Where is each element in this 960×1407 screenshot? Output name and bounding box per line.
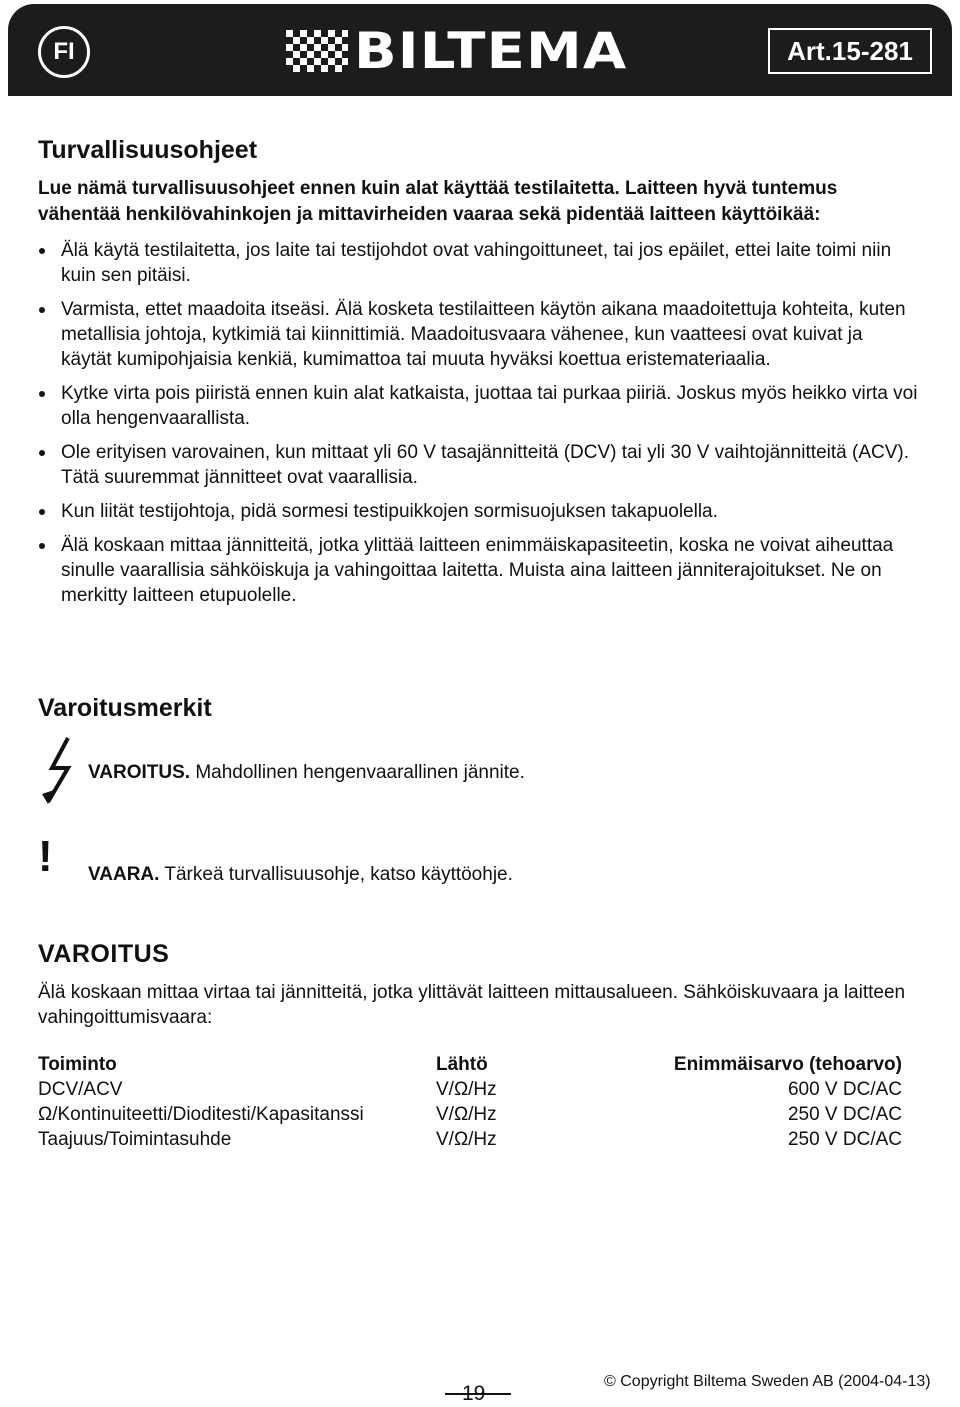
danger-label: VAARA. bbox=[88, 864, 160, 885]
list-item: Älä käytä testilaitetta, jos laite tai testijohdot ovat vahingoittuneet, tai jos epäilet, ettei laite toimi niin kuin sen pitäisi. bbox=[38, 238, 918, 288]
copyright-notice: © Copyright Biltema Sweden AB (2004-04-13) bbox=[604, 1373, 931, 1390]
brand-name: BILTEMA bbox=[354, 22, 628, 80]
safety-title: Turvallisuusohjeet bbox=[38, 136, 258, 164]
danger-sign-row bbox=[38, 832, 918, 938]
table-cell: V/Ω/Hz bbox=[436, 1129, 497, 1150]
column-header: Toiminto bbox=[38, 1054, 117, 1075]
table-row bbox=[38, 1077, 902, 1102]
table-cell: 250 V DC/AC bbox=[787, 1129, 902, 1150]
list-item: Varmista, ettet maadoita itseäsi. Älä kosketa testilaitteen käytön aikana maadoitettuja kohteita, kuten metallisia johtoja, kytkimiä tai kiinnittimiä. Maadoitusvaara vähenee, kun vaatteesi ovat kuivat ja käytät kumipohjaisia kenkiä, kumimattoa tai muuta hyväksi koettua eristemateriaalia. bbox=[38, 297, 918, 372]
column-header: Lähtö bbox=[436, 1054, 488, 1075]
signs-title: Varoitusmerkit bbox=[38, 694, 212, 722]
varoitus-text: Älä koskaan mittaa virtaa tai jännitteitä, jotka ylittävät laitteen mittausalueen. Sähköiskuvaara ja laitteen vahingoittumisvaara: bbox=[38, 982, 906, 1028]
safety-intro: Lue nämä turvallisuusohjeet ennen kuin alat käyttää testilaitetta. Laitteen hyvä tuntemus vähentää henkilövahinkojen ja mittavirheiden vaaraa sekä pidentää laitteen käyttöikää: bbox=[38, 178, 838, 225]
table-header-row bbox=[38, 1052, 902, 1077]
table-cell: V/Ω/Hz bbox=[436, 1079, 497, 1100]
warning-sign-text bbox=[88, 760, 525, 785]
list-item: Kytke virta pois piiristä ennen kuin alat katkaista, juottaa tai purkaa piiriä. Joskus myös heikko virta voi olla hengenvaarallista. bbox=[38, 381, 918, 431]
list-item: Kun liität testijohtoja, pidä sormesi testipuikkojen sormisuojuksen takapuolella. bbox=[38, 499, 918, 524]
page-header bbox=[8, 4, 952, 96]
table-row bbox=[38, 1102, 902, 1127]
column-header: Enimmäisarvo (tehoarvo) bbox=[673, 1054, 902, 1075]
safety-list bbox=[38, 238, 918, 608]
list-item: Älä koskaan mittaa jännitteitä, jotka ylittää laitteen enimmäiskapasiteetin, koska ne voivat aiheuttaa sinulle vaarallisia sähköiskuja ja vahingoittaa laitetta. Muista aina laitteen jänniterajoitukset. Ne on merkitty laitteen etupuolelle. bbox=[38, 533, 918, 608]
table-cell: 250 V DC/AC bbox=[787, 1104, 902, 1125]
danger-description: Tärkeä turvallisuusohje, katso käyttöohje. bbox=[164, 864, 513, 885]
language-badge: FI bbox=[38, 26, 90, 78]
warning-label: VAROITUS. bbox=[88, 762, 191, 783]
warning-sign-row bbox=[38, 736, 918, 832]
lightning-bolt-icon bbox=[38, 736, 78, 806]
page-number: 19 bbox=[462, 1382, 486, 1405]
table-cell: V/Ω/Hz bbox=[436, 1104, 497, 1125]
table-cell: 600 V DC/AC bbox=[787, 1079, 902, 1100]
table-cell: Taajuus/Toimintasuhde bbox=[38, 1129, 232, 1150]
document-body bbox=[38, 134, 918, 1152]
danger-sign-text bbox=[88, 862, 513, 887]
exclamation-icon: ! bbox=[38, 832, 53, 881]
table-cell: Ω/Kontinuiteetti/Dioditesti/Kapasitanssi bbox=[38, 1104, 364, 1125]
list-item: Ole erityisen varovainen, kun mittaat yli 60 V tasajännitteitä (DCV) tai yli 30 V vaihtojännitteitä (ACV). Tätä suuremmat jännitteet ovat vaarallisia. bbox=[38, 440, 918, 490]
specification-table bbox=[38, 1052, 902, 1152]
table-cell: DCV/ACV bbox=[38, 1079, 123, 1100]
biltema-logo bbox=[286, 22, 628, 80]
article-number: Art.15-281 bbox=[768, 28, 932, 74]
checker-flag-icon bbox=[286, 30, 348, 72]
table-row bbox=[38, 1127, 902, 1152]
varoitus-title: VAROITUS bbox=[38, 940, 170, 968]
warning-description: Mahdollinen hengenvaarallinen jännite. bbox=[195, 762, 525, 783]
